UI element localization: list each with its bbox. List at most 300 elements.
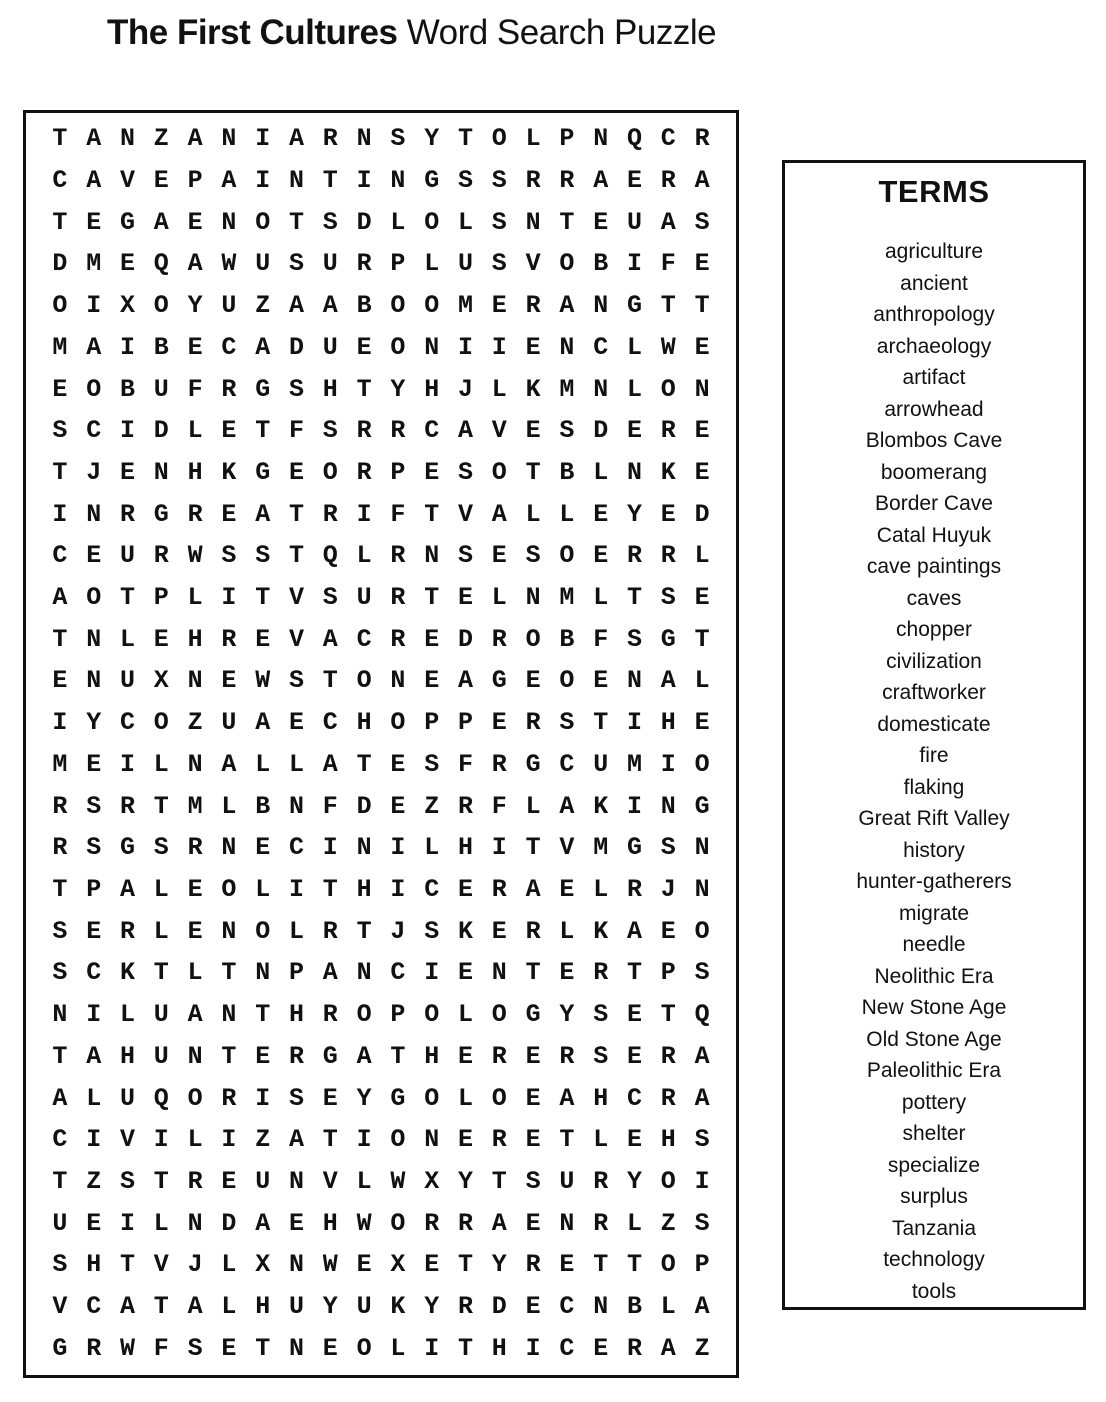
grid-letter: S (593, 1041, 609, 1071)
grid-letter: A (187, 124, 203, 154)
grid-letter: S (525, 1166, 541, 1196)
grid-letter: N (119, 124, 135, 154)
grid-letter: Y (491, 1250, 507, 1280)
grid-letter: O (559, 666, 575, 696)
grid-letter: I (694, 1166, 710, 1196)
grid-letter: S (525, 541, 541, 571)
grid-letter: L (187, 1125, 203, 1155)
grid-letter: Q (153, 1083, 169, 1113)
grid-letter: I (221, 583, 237, 613)
grid-letter: O (491, 457, 507, 487)
grid-letter: H (660, 708, 676, 738)
grid-letter: E (153, 166, 169, 196)
grid-row (43, 1327, 719, 1369)
grid-letter: C (626, 1083, 642, 1113)
grid-letter: I (626, 708, 642, 738)
grid-letter: N (221, 207, 237, 237)
grid-letter: H (356, 875, 372, 904)
grid-letter: X (390, 1250, 406, 1280)
grid-letter: R (660, 1083, 676, 1113)
grid-letter: H (255, 1292, 271, 1322)
grid-letter: O (390, 291, 406, 321)
grid-letter: I (525, 1333, 541, 1363)
grid-letter: S (322, 416, 338, 446)
grid-letter: I (356, 499, 372, 529)
grid-letter: N (86, 666, 102, 696)
term-item: Neolithic Era (874, 964, 994, 988)
term-item: needle (902, 933, 966, 956)
grid-letter: R (390, 541, 406, 571)
grid-letter: R (288, 1041, 304, 1071)
grid-letter: N (626, 666, 642, 696)
grid-letter: L (593, 875, 609, 904)
grid-letter: S (593, 1000, 609, 1030)
grid-letter: A (559, 791, 575, 821)
grid-letter: E (559, 958, 575, 988)
grid-letter: G (694, 791, 710, 821)
term-item: Tanzania (891, 1216, 977, 1240)
grid-letter: I (322, 833, 338, 863)
grid-letter: H (322, 374, 338, 404)
grid-letter: I (491, 332, 507, 362)
grid-letter: C (119, 708, 135, 738)
grid-letter: B (255, 791, 271, 821)
page-title (107, 13, 716, 53)
grid-letter: O (491, 1000, 507, 1030)
grid-letter: I (86, 1125, 102, 1155)
grid-letter: A (288, 124, 304, 154)
grid-letter: R (491, 1041, 507, 1071)
grid-letter: T (457, 124, 473, 154)
grid-letter: L (694, 541, 710, 571)
grid-letter: E (52, 374, 68, 404)
grid-letter: M (86, 249, 102, 279)
grid-letter: I (119, 1208, 135, 1238)
grid-letter: E (322, 1083, 338, 1113)
grid-letter: T (288, 541, 304, 571)
grid-letter: A (221, 749, 237, 779)
term-item: anthropology (873, 303, 995, 326)
grid-letter: R (322, 916, 338, 946)
grid-letter: N (187, 1041, 203, 1071)
grid-letter: R (660, 1041, 676, 1071)
grid-letter: L (288, 749, 304, 779)
grid-letter: B (153, 332, 169, 362)
grid-letter: Y (390, 374, 406, 404)
grid-letter: S (52, 1250, 68, 1280)
grid-letter: A (559, 291, 575, 321)
grid-letter: R (221, 1083, 237, 1113)
grid-letter: N (221, 124, 237, 154)
grid-letter: E (626, 1125, 642, 1155)
grid-letter: S (694, 1125, 710, 1155)
grid-letter: H (187, 624, 203, 654)
grid-letter: A (52, 1083, 68, 1113)
grid-letter: A (660, 666, 676, 696)
grid-letter: L (593, 1125, 609, 1155)
grid-letter: F (153, 1333, 169, 1363)
grid-letter: S (288, 1083, 304, 1113)
grid-letter: N (424, 332, 440, 362)
grid-letter: G (525, 749, 541, 779)
grid-row (43, 1244, 719, 1286)
grid-letter: G (660, 624, 676, 654)
grid-letter: C (52, 1125, 68, 1155)
grid-letter: Z (153, 124, 169, 154)
grid-letter: O (559, 541, 575, 571)
grid-letter: E (356, 332, 372, 362)
grid-letter: E (322, 1333, 338, 1363)
grid-letter: L (356, 1166, 372, 1196)
grid-letter: B (119, 374, 135, 404)
grid-letter: L (457, 1000, 473, 1030)
page-title-bold: The First Cultures (107, 13, 398, 52)
grid-letter: B (356, 291, 372, 321)
grid-letter: J (187, 1250, 203, 1280)
grid-letter: A (153, 207, 169, 237)
grid-letter: E (288, 1208, 304, 1238)
grid-letter: O (356, 666, 372, 696)
grid-letter: E (86, 541, 102, 571)
grid-letter: I (119, 332, 135, 362)
grid-letter: E (660, 916, 676, 946)
grid-letter: H (187, 457, 203, 487)
terms-header: TERMS (878, 174, 990, 209)
grid-letter: E (593, 666, 609, 696)
grid-letter: I (119, 416, 135, 446)
grid-letter: U (288, 1292, 304, 1322)
grid-letter: E (626, 416, 642, 446)
grid-letter: N (694, 833, 710, 863)
grid-row (43, 660, 719, 702)
grid-letter: R (356, 416, 372, 446)
grid-letter: A (491, 1208, 507, 1238)
grid-letter: V (119, 1125, 135, 1155)
grid-letter: V (52, 1292, 68, 1322)
grid-letter: A (525, 875, 541, 904)
grid-letter: T (322, 166, 338, 196)
grid-letter: E (255, 624, 271, 654)
grid-letter: S (322, 583, 338, 613)
grid-letter: R (593, 1208, 609, 1238)
grid-letter: P (660, 958, 676, 988)
grid-letter: O (491, 124, 507, 154)
grid-letter: H (491, 1333, 507, 1363)
grid-letter: E (626, 166, 642, 196)
grid-letter: E (559, 1250, 575, 1280)
grid-letter: T (694, 624, 710, 654)
grid-letter: S (52, 916, 68, 946)
grid-letter: E (694, 583, 710, 613)
grid-letter: U (356, 583, 372, 613)
grid-letter: V (288, 583, 304, 613)
grid-letter: R (187, 1166, 203, 1196)
grid-letter: A (322, 958, 338, 988)
grid-letter: T (52, 1166, 68, 1196)
grid-letter: L (153, 875, 169, 904)
grid-letter: L (525, 124, 541, 154)
grid-letter: N (694, 875, 710, 904)
grid-letter: R (491, 749, 507, 779)
grid-letter: U (322, 332, 338, 362)
grid-letter: E (525, 1125, 541, 1155)
grid-letter: S (424, 916, 440, 946)
grid-letter: O (390, 1208, 406, 1238)
grid-letter: U (119, 1083, 135, 1113)
grid-letter: H (356, 708, 372, 738)
page-title-regular: Word Search Puzzle (397, 13, 717, 52)
grid-letter: E (525, 1083, 541, 1113)
grid-letter: N (86, 624, 102, 654)
grid-letter: E (457, 875, 473, 904)
grid-letter: C (424, 875, 440, 904)
grid-letter: U (626, 207, 642, 237)
grid-letter: T (525, 457, 541, 487)
grid-letter: Z (255, 291, 271, 321)
grid-letter: R (424, 1208, 440, 1238)
grid-letter: D (593, 416, 609, 446)
grid-letter: Y (187, 291, 203, 321)
term-item: chopper (896, 618, 972, 641)
grid-letter: E (424, 457, 440, 487)
grid-letter: Y (559, 1000, 575, 1030)
grid-row (43, 952, 719, 994)
grid-letter: E (86, 207, 102, 237)
grid-letter: H (424, 1041, 440, 1071)
term-item: Paleolithic Era (866, 1059, 1002, 1082)
grid-letter: T (457, 1250, 473, 1280)
grid-letter: L (119, 1000, 135, 1030)
grid-letter: R (525, 166, 541, 196)
grid-letter: K (525, 374, 541, 404)
grid-row (43, 702, 719, 744)
grid-letter: U (153, 1041, 169, 1071)
grid-letter: C (86, 958, 102, 988)
term-item: agriculture (884, 240, 984, 263)
grid-letter: H (660, 1125, 676, 1155)
grid-letter: A (255, 1208, 271, 1238)
grid-letter: M (626, 749, 642, 779)
grid-letter: I (424, 1333, 440, 1363)
grid-letter: P (187, 166, 203, 196)
grid-letter: E (694, 708, 710, 738)
grid-letter: J (390, 916, 406, 946)
grid-letter: E (86, 916, 102, 946)
grid-letter: W (322, 1250, 338, 1280)
grid-letter: N (288, 1166, 304, 1196)
grid-letter: I (626, 249, 642, 279)
grid-letter: P (390, 457, 406, 487)
grid-letter: O (356, 1333, 372, 1363)
grid-letter: T (356, 749, 372, 779)
grid-letter: S (86, 833, 102, 863)
grid-letter: N (559, 1208, 575, 1238)
grid-row (43, 869, 719, 911)
grid-letter: M (187, 791, 203, 821)
grid-letter: R (593, 958, 609, 988)
grid-letter: N (356, 833, 372, 863)
grid-letter: S (288, 666, 304, 696)
grid-letter: Y (626, 1166, 642, 1196)
grid-letter: E (221, 1166, 237, 1196)
grid-letter: E (491, 708, 507, 738)
grid-letter: T (52, 624, 68, 654)
grid-letter: A (86, 166, 102, 196)
grid-letter: N (288, 166, 304, 196)
grid-letter: I (491, 833, 507, 863)
grid-letter: Z (694, 1333, 710, 1363)
grid-letter: A (322, 291, 338, 321)
grid-letter: G (390, 1083, 406, 1113)
grid-letter: N (221, 916, 237, 946)
grid-letter: R (457, 1292, 473, 1322)
grid-letter: T (593, 708, 609, 738)
grid-letter: Q (694, 1000, 710, 1030)
grid-letter: Z (86, 1166, 102, 1196)
grid-letter: Q (153, 249, 169, 279)
grid-letter: O (390, 332, 406, 362)
grid-letter: Z (187, 708, 203, 738)
grid-letter: N (356, 124, 372, 154)
term-item: Catal Huyuk (876, 523, 992, 547)
grid-letter: G (153, 499, 169, 529)
grid-letter: O (424, 207, 440, 237)
grid-letter: R (559, 166, 575, 196)
grid-letter: E (424, 666, 440, 696)
grid-letter: T (559, 1125, 575, 1155)
grid-letter: D (457, 624, 473, 654)
grid-letter: K (660, 457, 676, 487)
grid-row (43, 1119, 719, 1161)
term-item: history (903, 838, 965, 862)
grid-letter: D (694, 499, 710, 529)
grid-letter: D (356, 791, 372, 821)
grid-letter: F (593, 624, 609, 654)
grid-letter: E (491, 916, 507, 946)
grid-letter: L (424, 249, 440, 279)
grid-letter: E (52, 666, 68, 696)
grid-letter: S (660, 833, 676, 863)
grid-letter: T (457, 1333, 473, 1363)
grid-letter: L (390, 1333, 406, 1363)
grid-letter: U (322, 249, 338, 279)
grid-letter: E (593, 207, 609, 237)
grid-letter: R (525, 916, 541, 946)
grid-letter: T (153, 1292, 169, 1322)
grid-letter: N (356, 958, 372, 988)
grid-letter: L (559, 916, 575, 946)
grid-letter: C (356, 624, 372, 654)
grid-letter: N (390, 666, 406, 696)
grid-letter: F (187, 374, 203, 404)
grid-letter: U (593, 749, 609, 779)
grid-letter: A (491, 499, 507, 529)
grid-letter: L (288, 916, 304, 946)
grid-letter: R (322, 124, 338, 154)
grid-letter: E (153, 624, 169, 654)
grid-letter: Y (356, 1083, 372, 1113)
grid-letter: A (187, 1000, 203, 1030)
grid-letter: B (559, 457, 575, 487)
grid-letter: E (457, 583, 473, 613)
grid-letter: T (322, 666, 338, 696)
grid-letter: W (660, 332, 676, 362)
grid-letter: U (221, 708, 237, 738)
grid-letter: I (390, 833, 406, 863)
grid-letter: L (559, 499, 575, 529)
grid-letter: D (288, 332, 304, 362)
grid-letter: R (119, 791, 135, 821)
grid-letter: I (255, 166, 271, 196)
grid-letter: A (255, 708, 271, 738)
grid-letter: E (255, 1041, 271, 1071)
grid-letter: T (559, 207, 575, 237)
grid-letter: U (119, 666, 135, 696)
grid-letter: C (660, 124, 676, 154)
grid-letter: K (221, 457, 237, 487)
grid-letter: Y (86, 708, 102, 738)
grid-letter: A (187, 249, 203, 279)
term-item: tools (911, 1279, 957, 1303)
grid-letter: T (221, 958, 237, 988)
grid-letter: Q (322, 541, 338, 571)
terms-list (785, 236, 1083, 1307)
grid-letter: S (457, 541, 473, 571)
grid-letter: L (356, 541, 372, 571)
grid-letter: L (626, 1208, 642, 1238)
grid-letter: S (153, 833, 169, 863)
grid-letter: T (390, 1041, 406, 1071)
grid-letter: T (153, 1166, 169, 1196)
grid-letter: O (660, 1166, 676, 1196)
grid-letter: R (221, 374, 237, 404)
term-item: Border Cave (875, 492, 993, 515)
grid-letter: C (221, 332, 237, 362)
grid-letter: N (525, 207, 541, 237)
grid-letter: T (694, 291, 710, 321)
grid-letter: S (626, 624, 642, 654)
grid-letter: R (322, 499, 338, 529)
grid-letter: S (491, 207, 507, 237)
term-item: Old Stone Age (866, 1027, 1002, 1051)
grid-letter: A (660, 207, 676, 237)
grid-letter: I (86, 1000, 102, 1030)
grid-letter: N (593, 291, 609, 321)
grid-letter: N (424, 541, 440, 571)
grid-row (43, 744, 719, 786)
grid-letter: O (52, 291, 68, 321)
grid-letter: E (457, 1041, 473, 1071)
grid-letter: S (694, 958, 710, 988)
term-item: Great Rift Valley (858, 807, 1010, 830)
grid-letter: T (356, 916, 372, 946)
grid-letter: T (424, 583, 440, 613)
grid-letter: E (86, 749, 102, 779)
grid-letter: T (255, 583, 271, 613)
term-item: craftworker (882, 681, 986, 704)
grid-letter: O (356, 1000, 372, 1030)
grid-letter: E (356, 1250, 372, 1280)
grid-letter: H (119, 1041, 135, 1071)
grid-letter: T (52, 457, 68, 487)
grid-letter: E (187, 332, 203, 362)
grid-letter: O (221, 875, 237, 904)
grid-letter: R (660, 541, 676, 571)
grid-letter: P (559, 124, 575, 154)
grid-letter: R (221, 624, 237, 654)
grid-row (43, 577, 719, 619)
grid-letter: A (356, 1041, 372, 1071)
